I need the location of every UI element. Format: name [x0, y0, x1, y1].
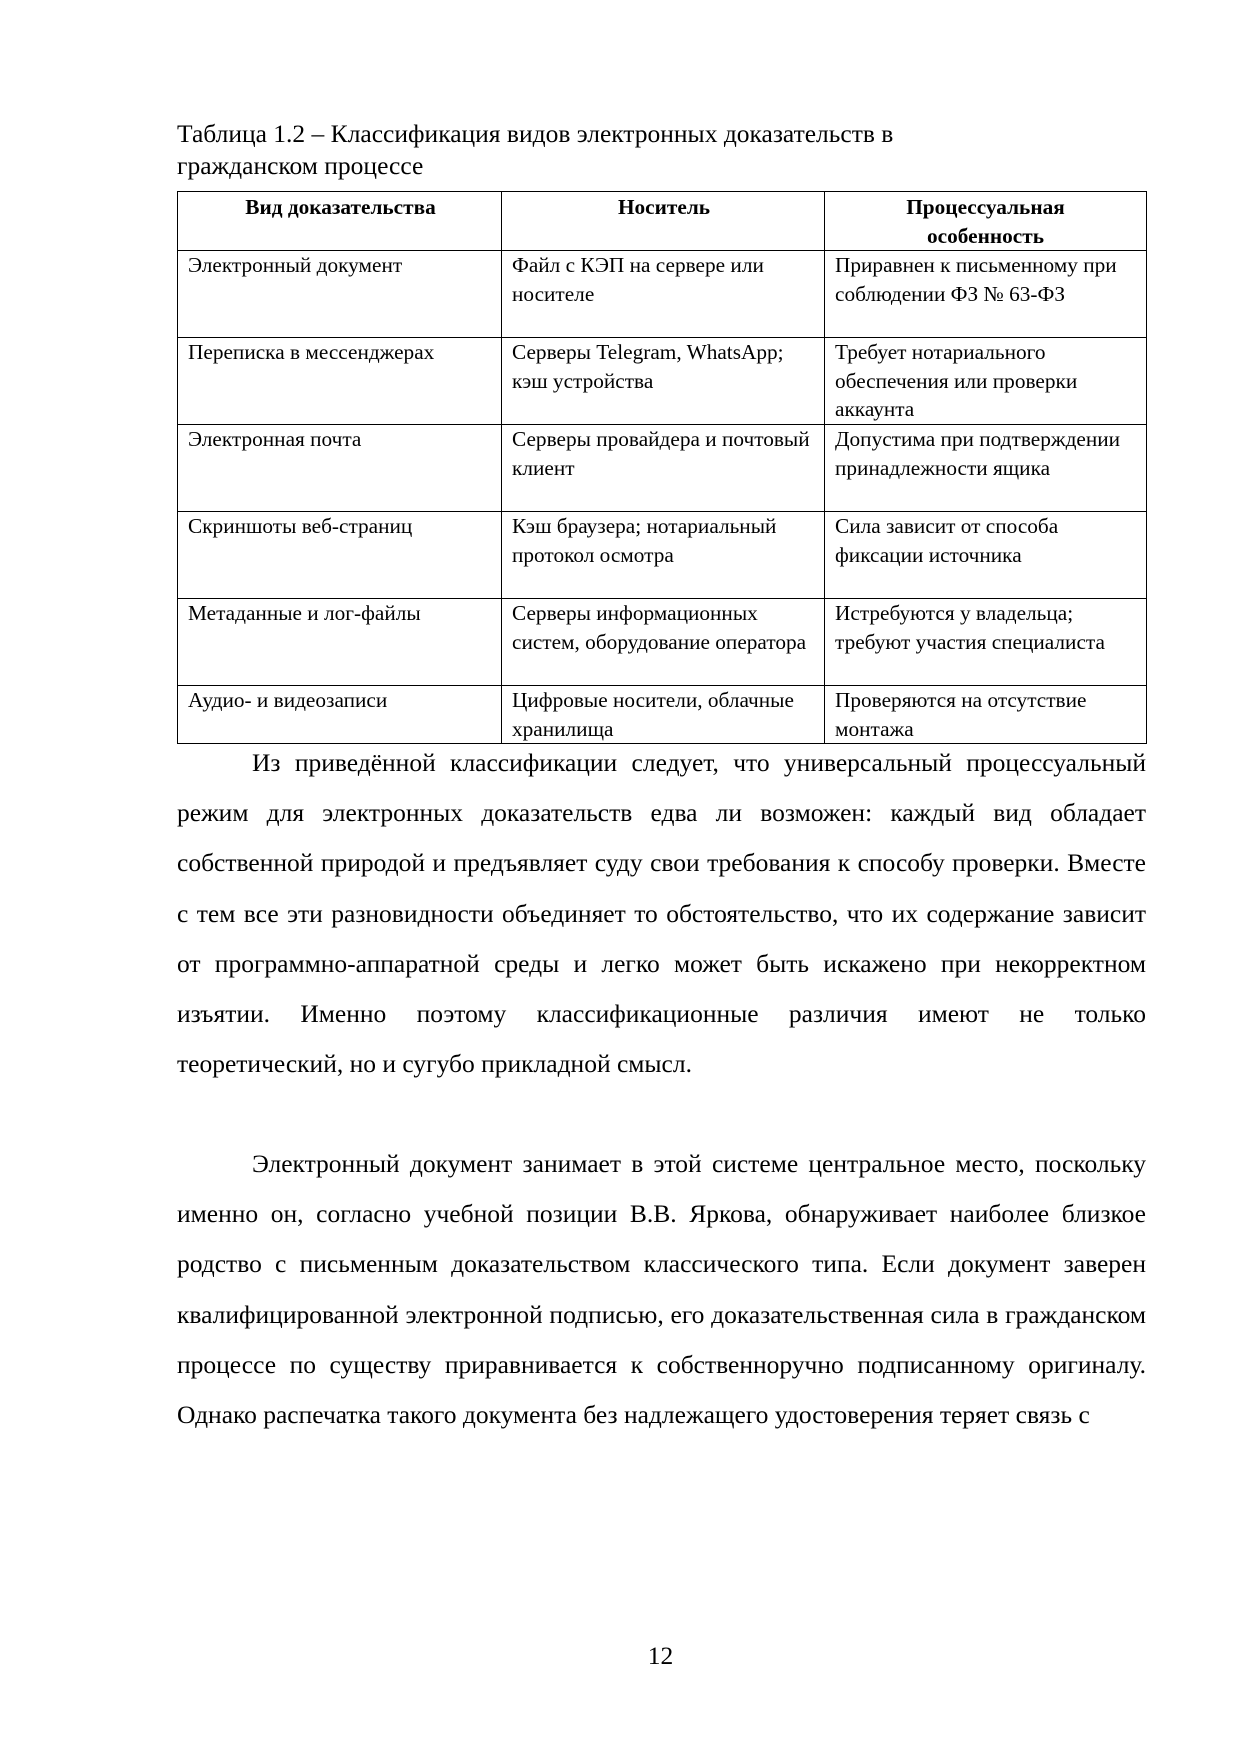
table-row [178, 599, 1147, 686]
table-caption-line: Таблица 1.2 – Классификация видов электронных доказательств в [177, 119, 894, 148]
table-row [178, 686, 1147, 744]
table-cell: Цифровые носители, облачные хранилища [502, 686, 825, 744]
table-cell: Кэш браузера; нотариальный протокол осмотра [502, 512, 825, 599]
table-cell: Серверы Telegram, WhatsApp; кэш устройства [502, 338, 825, 425]
body-paragraph: Электронный документ занимает в этой системе центральное место, поскольку именно он, согласно учебной позиции В.В. Яркова, обнаруживает наиболее близкое родство с письменным доказательством классического типа. Если документ заверен квалифицированной электронной подписью, его доказательственная сила в гражданском процессе по существу приравнивается к собственноручно подписанному оригиналу. Однако распечатка такого документа без надлежащего удостоверения теряет связь с [177, 1149, 1146, 1430]
table-cell: Приравнен к письменному при соблюдении ФЗ № 63-ФЗ [825, 251, 1147, 338]
table-cell: Электронный документ [178, 251, 502, 338]
table-header-row [178, 192, 1147, 251]
table-caption [177, 118, 1077, 182]
table-row [178, 512, 1147, 599]
body-paragraph: Из приведённой классификации следует, что универсальный процессуальный режим для электронных доказательств едва ли возможен: каждый вид обладает собственной природой и предъявляет суду свои требования к способу проверки. Вместе с тем все эти разновидности объединяет то обстоятельство, что их содержание зависит от программно-аппаратной среды и легко может быть искажено при некорректном изъятии. Именно поэтому классификационные различия имеют не только теоретический, но и сугубо прикладной смысл. [177, 748, 1146, 1079]
page-number: 12 [647, 1641, 674, 1670]
table-row [178, 251, 1147, 338]
table-cell: Файл с КЭП на сервере или носителе [502, 251, 825, 338]
table-cell: Скриншоты веб-страниц [178, 512, 502, 599]
table-cell: Переписка в мессенджерах [178, 338, 502, 425]
table-row [178, 425, 1147, 512]
table-row [178, 338, 1147, 425]
table-cell: Электронная почта [178, 425, 502, 512]
table-header-cell: Процессуальная особенность [825, 192, 1147, 251]
table-cell: Метаданные и лог-файлы [178, 599, 502, 686]
table-cell: Истребуются у владельца; требуют участия специалиста [825, 599, 1147, 686]
table-cell: Серверы информационных систем, оборудование оператора [502, 599, 825, 686]
table-caption-line: гражданском процессе [177, 151, 424, 180]
table-header-cell: Носитель [502, 192, 825, 251]
table-cell: Аудио- и видеозаписи [178, 686, 502, 744]
evidence-classification-table [177, 191, 1147, 744]
table-header-cell: Вид доказательства [178, 192, 502, 251]
table-cell: Сила зависит от способа фиксации источника [825, 512, 1147, 599]
table-cell: Серверы провайдера и почтовый клиент [502, 425, 825, 512]
table-cell: Проверяются на отсутствие монтажа [825, 686, 1147, 744]
table-cell: Требует нотариального обеспечения или проверки аккаунта [825, 338, 1147, 425]
table-cell: Допустима при подтверждении принадлежности ящика [825, 425, 1147, 512]
